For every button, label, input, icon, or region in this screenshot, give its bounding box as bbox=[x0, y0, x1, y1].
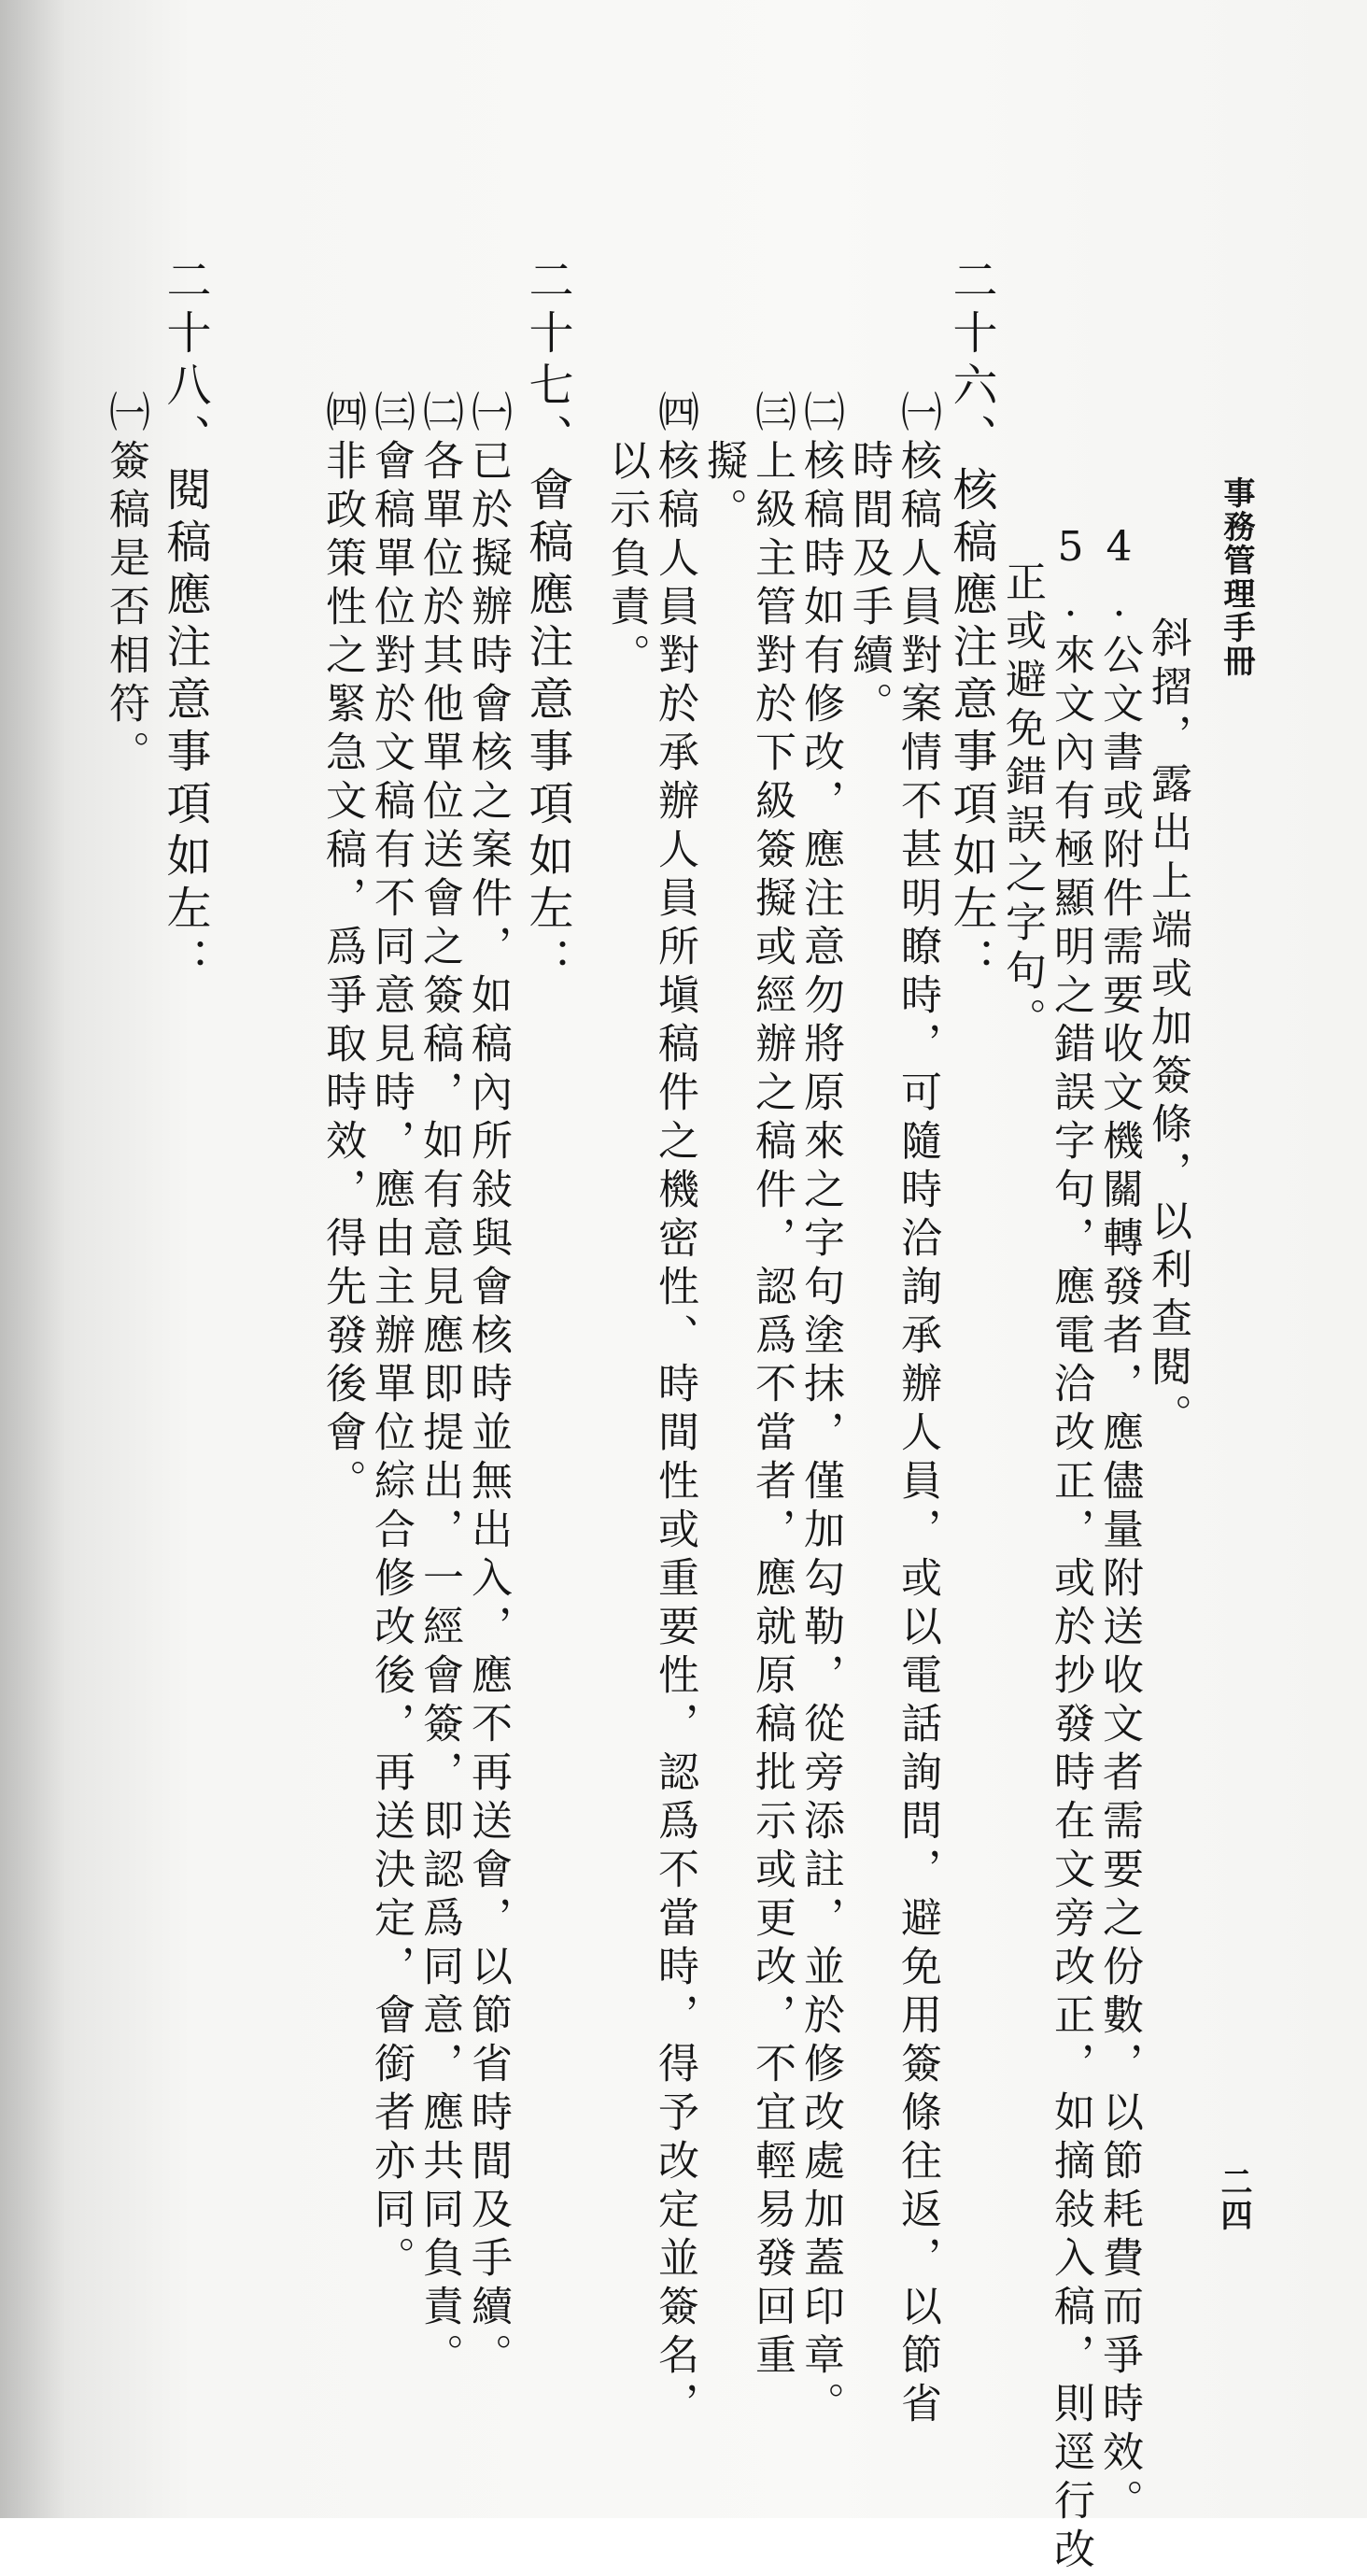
text-column: ㈣非政策性之緊急文稿，爲爭取時效，得先發後會。 bbox=[318, 390, 366, 1507]
text-column: ㈠簽稿是否相符。 bbox=[102, 390, 149, 779]
running-header-title: 事務管理手冊 bbox=[1218, 476, 1255, 678]
text-column: 正或避免錯誤之字句。 bbox=[998, 560, 1046, 1046]
text-column: 斜摺，露出上端或加簽條，以利查閱。 bbox=[1144, 616, 1191, 1442]
binding-shadow bbox=[0, 0, 65, 2518]
text-column: ㈡核稿時如有修改，應注意勿將原來之字句塗抹，僅加勾勒，從旁添註，並於修改處加蓋印章。 bbox=[796, 390, 844, 2430]
text-column: ㈣核稿人員對於承辦人員所塡稿件之機密性、時間性或重要性，認爲不當時，得予改定並簽名， bbox=[651, 390, 698, 2430]
page-number: 二四 bbox=[1215, 2165, 1252, 2232]
text-column: 以示負責。 bbox=[602, 439, 650, 682]
text-column: 時間及手續。 bbox=[845, 439, 893, 730]
text-column: ㈠已於擬辦時會核之案件，如稿內所敍與會核時並無出入，應不再送會，以節省時間及手續。 bbox=[464, 390, 512, 2382]
text-column: 4.公文書或附件需要收文機關轉發者，應儘量附送收文者需要之份數，以節耗費而爭時效。 bbox=[1095, 523, 1143, 2527]
text-column: 擬。 bbox=[699, 439, 747, 536]
text-column: 5.來文內有極顯明之錯誤字句，應電洽改正，或於抄發時在文旁改正，如摘敍入稿，則逕行改 bbox=[1047, 523, 1094, 2576]
text-column: ㈡各單位於其他單位送會之簽稿，如有意見應即提出，一經會簽，即認爲同意，應共同負責。 bbox=[416, 390, 463, 2382]
text-column: ㈠核稿人員對案情不甚明瞭時，可隨時洽詢承辦人員，或以電話詢問，避免用簽條往返，以節省 bbox=[894, 390, 941, 2430]
text-column: ㈢會稿單位對於文稿有不同意見時，應由主辦單位綜合修改後，再送決定，會銜者亦同。 bbox=[367, 390, 415, 2285]
section-heading: 二十八、閱稿應注意事項如左： bbox=[159, 257, 211, 989]
section-heading: 二十六、核稿應注意事項如左： bbox=[945, 257, 997, 989]
text-column: ㈢上級主管對於下級簽擬或經辦之稿件，認爲不當者，應就原稿批示或更改，不宜輕易發回重 bbox=[748, 390, 796, 2382]
section-heading: 二十七、會稿應注意事項如左： bbox=[521, 257, 573, 989]
